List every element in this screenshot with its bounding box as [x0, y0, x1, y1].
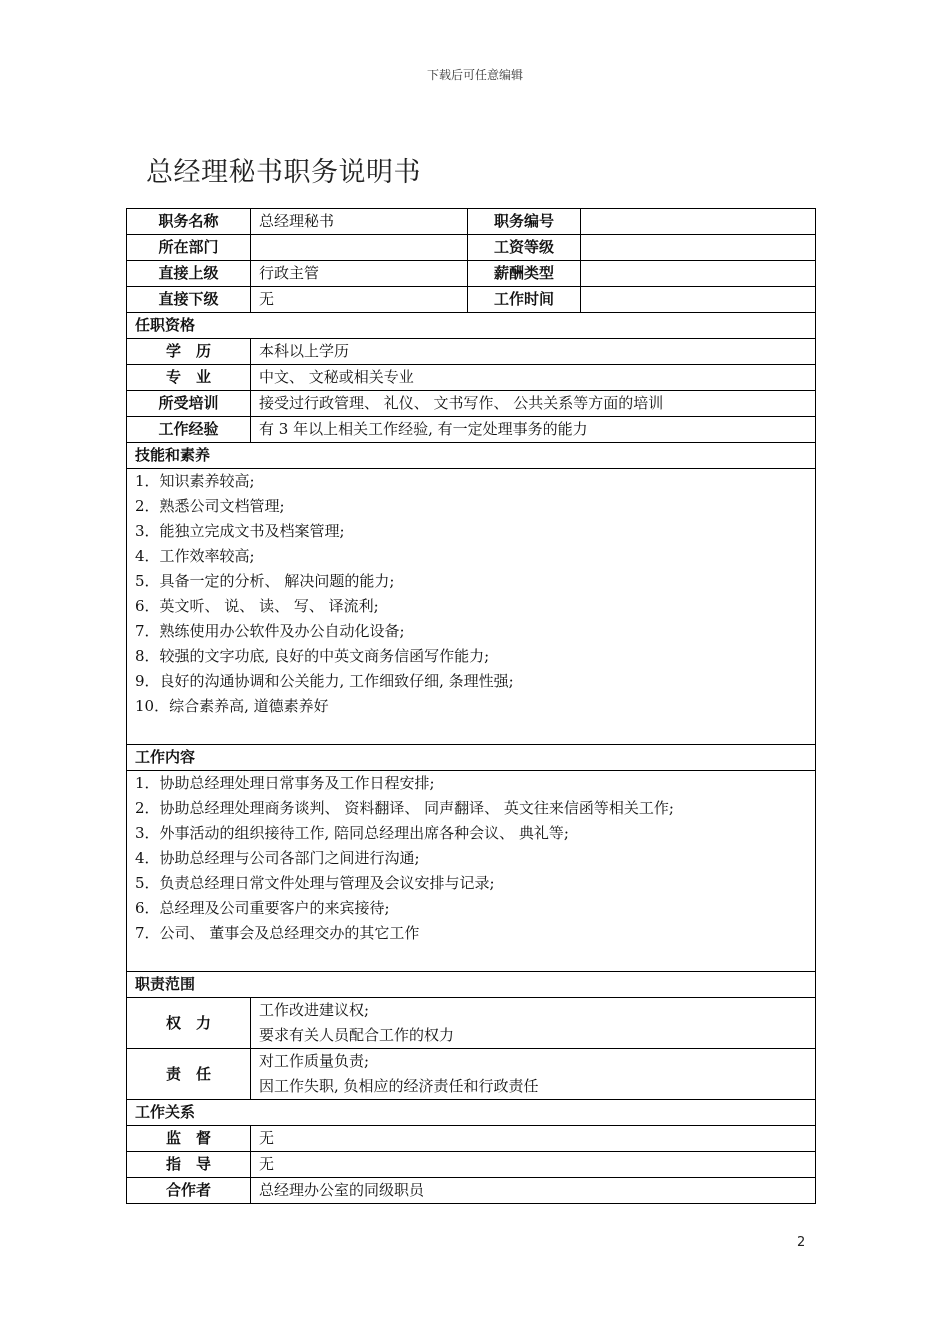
relation-row: [127, 1178, 816, 1204]
basic-row: [127, 209, 816, 235]
field-value: 有 3 年以上相关工作经验, 有一定处理事务的能力: [251, 417, 816, 443]
field-label: 权 力: [127, 998, 251, 1049]
section-heading-duties: 工作内容: [127, 745, 816, 771]
list-item: 8．较强的文字功底, 良好的中英文商务信函写作能力;: [135, 647, 490, 665]
relation-row: [127, 1152, 816, 1178]
field-label: 所在部门: [127, 235, 251, 261]
section-header-row: [127, 1100, 816, 1126]
field-value: [581, 261, 816, 287]
field-label: 直接下级: [127, 287, 251, 313]
list-spacer: [135, 719, 807, 744]
list-item: 7．公司、 董事会及总经理交办的其它工作: [135, 924, 420, 942]
list-item: 7．熟练使用办公软件及办公自动化设备;: [135, 622, 405, 640]
field-label: 工资等级: [468, 235, 581, 261]
list-spacer: [135, 946, 807, 971]
authority-line: 要求有关人员配合工作的权力: [259, 1026, 455, 1044]
list-item: 4．协助总经理与公司各部门之间进行沟通;: [135, 849, 420, 867]
job-description-table: [126, 208, 816, 1204]
qualification-row: [127, 417, 816, 443]
field-value: 总经理秘书: [251, 209, 468, 235]
field-value: 本科以上学历: [251, 339, 816, 365]
responsibility-line: 因工作失职, 负相应的经济责任和行政责任: [259, 1077, 539, 1095]
list-item: 5．负责总经理日常文件处理与管理及会议安排与记录;: [135, 874, 495, 892]
qualification-row: [127, 339, 816, 365]
list-item: 6．总经理及公司重要客户的来宾接待;: [135, 899, 390, 917]
field-value: [251, 235, 468, 261]
field-label: 直接上级: [127, 261, 251, 287]
field-label: 工作时间: [468, 287, 581, 313]
field-value: [581, 235, 816, 261]
list-item: 1．知识素养较高;: [135, 472, 255, 490]
basic-row: [127, 235, 816, 261]
field-label: 职务编号: [468, 209, 581, 235]
field-label: 职务名称: [127, 209, 251, 235]
relation-row: [127, 1126, 816, 1152]
list-item: 2．熟悉公司文档管理;: [135, 497, 285, 515]
authority-lines: [251, 998, 816, 1049]
field-label: 所受培训: [127, 391, 251, 417]
list-item: 3．外事活动的组织接待工作, 陪同总经理出席各种会议、 典礼等;: [135, 824, 569, 842]
qualification-row: [127, 391, 816, 417]
section-heading-skills: 技能和素养: [127, 443, 816, 469]
page-number: 2: [797, 1235, 806, 1250]
field-label: 专 业: [127, 365, 251, 391]
field-label: 监 督: [127, 1126, 251, 1152]
field-value: 中文、 文秘或相关专业: [251, 365, 816, 391]
section-heading-qualifications: 任职资格: [127, 313, 816, 339]
scope-authority-row: [127, 998, 816, 1049]
basic-row: [127, 287, 816, 313]
header-note: 下载后可任意编辑: [426, 68, 523, 82]
duties-list-row: [127, 771, 816, 972]
authority-line: 工作改进建议权;: [259, 1001, 370, 1019]
list-item: 1．协助总经理处理日常事务及工作日程安排;: [135, 774, 435, 792]
field-value: [581, 287, 816, 313]
qualification-row: [127, 365, 816, 391]
section-header-row: [127, 745, 816, 771]
field-label: 合作者: [127, 1178, 251, 1204]
skills-list: [127, 469, 816, 745]
section-heading-scope: 职责范围: [127, 972, 816, 998]
field-value: 行政主管: [251, 261, 468, 287]
field-value: 无: [251, 287, 468, 313]
skills-list-row: [127, 469, 816, 745]
list-item: 2．协助总经理处理商务谈判、 资料翻译、 同声翻译、 英文往来信函等相关工作;: [135, 799, 674, 817]
duties-list: [127, 771, 816, 972]
field-value: 无: [251, 1152, 816, 1178]
field-label: 责 任: [127, 1049, 251, 1100]
list-item: 9．良好的沟通协调和公关能力, 工作细致仔细, 条理性强;: [135, 672, 514, 690]
section-heading-relations: 工作关系: [127, 1100, 816, 1126]
field-value: 接受过行政管理、 礼仪、 文书写作、 公共关系等方面的培训: [251, 391, 816, 417]
field-label: 工作经验: [127, 417, 251, 443]
field-value: [581, 209, 816, 235]
field-label: 指 导: [127, 1152, 251, 1178]
document-title: 总经理秘书职务说明书: [146, 157, 421, 188]
field-value: 无: [251, 1126, 816, 1152]
responsibility-line: 对工作质量负责;: [259, 1052, 370, 1070]
section-header-row: [127, 443, 816, 469]
list-item: 3．能独立完成文书及档案管理;: [135, 522, 345, 540]
field-value: 总经理办公室的同级职员: [251, 1178, 816, 1204]
section-header-row: [127, 972, 816, 998]
responsibility-lines: [251, 1049, 816, 1100]
list-item: 5．具备一定的分析、 解决问题的能力;: [135, 572, 395, 590]
scope-responsibility-row: [127, 1049, 816, 1100]
list-item: 6．英文听、 说、 读、 写、 译流利;: [135, 597, 379, 615]
basic-row: [127, 261, 816, 287]
list-item: 10．综合素养高, 道德素养好: [135, 697, 329, 715]
section-header-row: [127, 313, 816, 339]
field-label: 薪酬类型: [468, 261, 581, 287]
field-label: 学 历: [127, 339, 251, 365]
list-item: 4．工作效率较高;: [135, 547, 255, 565]
